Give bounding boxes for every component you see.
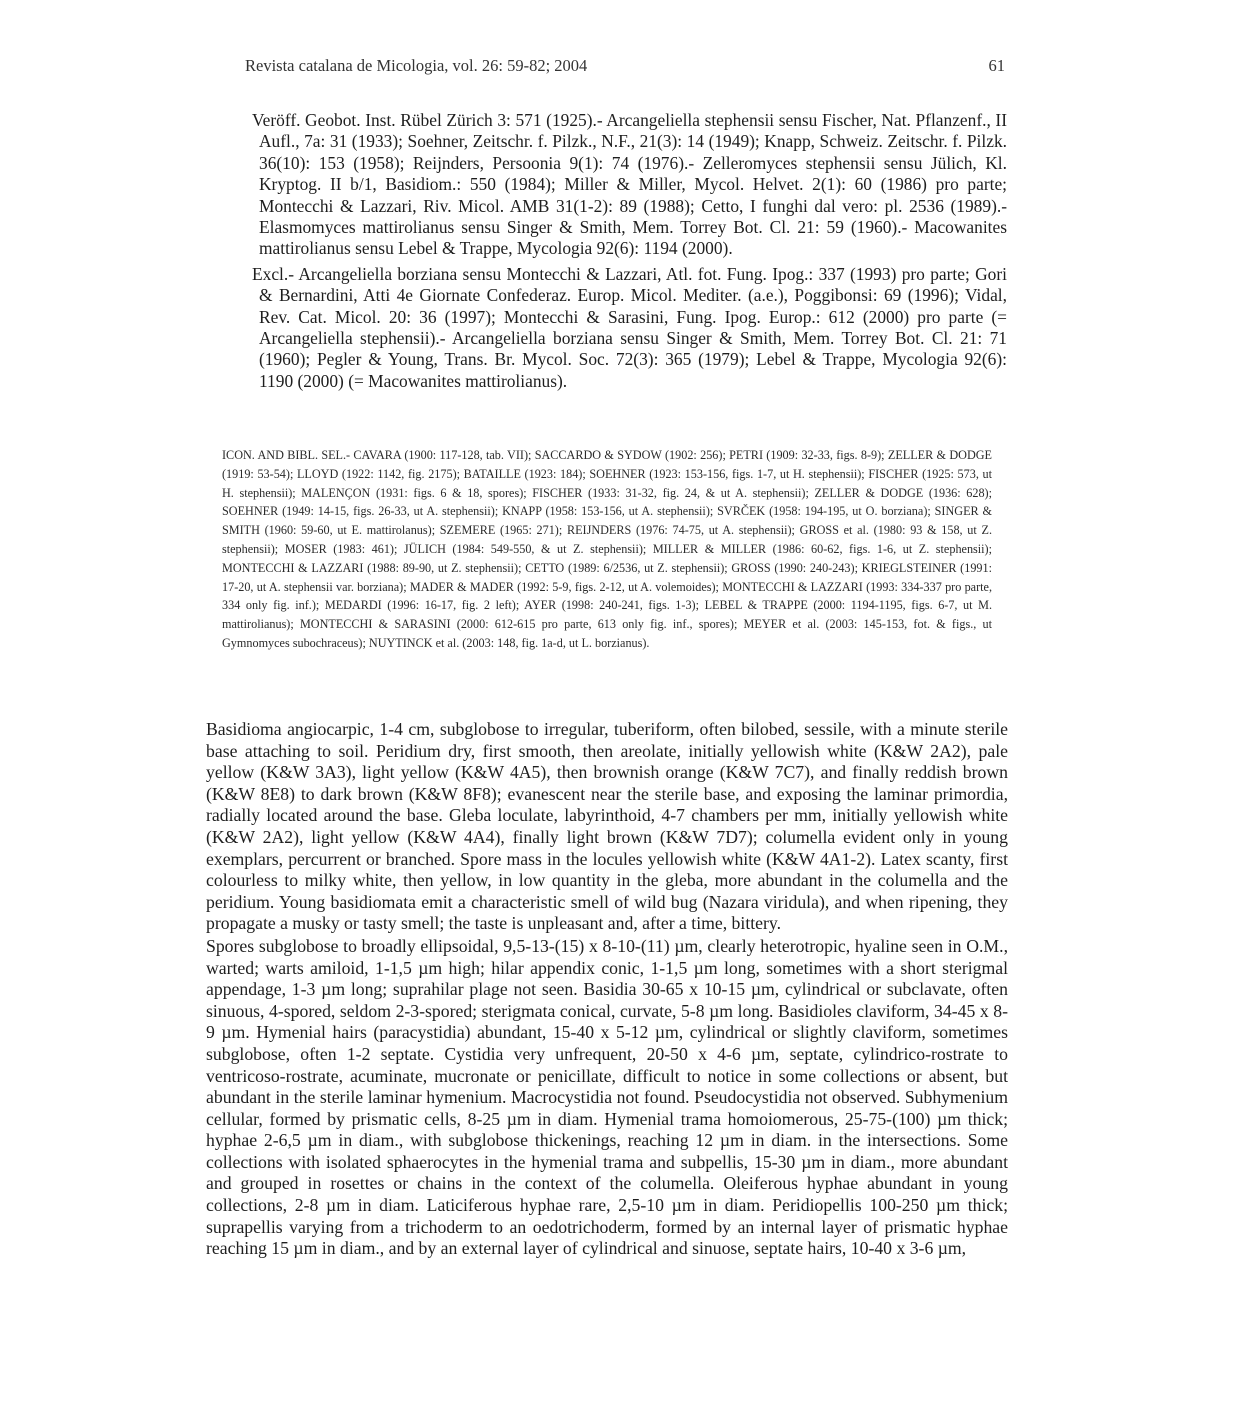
species-description bbox=[206, 719, 1008, 1260]
synonymy-section bbox=[232, 110, 1007, 392]
page-number: 61 bbox=[988, 56, 1005, 75]
synonymy-excluded: Excl.- Arcangeliella borziana sensu Montecchi & Lazzari, Atl. fot. Fung. Ipog.: 337 (1993) pro parte; Gori & Bernardini, Atti 4e Giornate Confederaz. Europ. Micol. Mediter. (a.e.), Poggibonsi: 69 (1996); Vidal, Rev. Cat. Micol. 20: 36 (1997); Montecchi & Sarasini, Fung. Ipog. Europ.: 612 (2000) pro parte (= Arcangeliella stephensii).- Arcangeliella borziana sensu Singer & Smith, Mem. Torrey Bot. Cl. 21: 71 (1960); Pegler & Young, Trans. Br. Mycol. Soc. 72(3): 365 (1979); Lebel & Trappe, Mycologia 92(6): 1190 (2000) (= Macowanites mattirolianus). bbox=[252, 263, 1007, 391]
iconography-bibliography: ICON. AND BIBL. SEL.- CAVARA (1900: 117-128, tab. VII); SACCARDO & SYDOW (1902: 256); PETRI (1909: 32-33, figs. 8-9); ZELLER & DODGE (1919: 53-54); LLOYD (1922: 1142, fig. 2175); BATAILLE (1923: 184); SOEHNER (1923: 153-156, figs. 1-7, ut H. stephensii); FISCHER (1925: 573, ut H. stephensii); MALENÇON (1931: figs. 6 & 18, spores); FISCHER (1933: 31-32, fig. 24, & ut A. stephensii); ZELLER & DODGE (1936: 628); SOEHNER (1949: 14-15, figs. 26-33, ut A. stephensii); KNAPP (1958: 153-156, ut A. stephensii); SVRČEK (1958: 194-195, ut O. borziana); SINGER & SMITH (1960: 59-60, ut E. mattirolanus); SZEMERE (1965: 271); REIJNDERS (1976: 74-75, ut A. stephensii); GROSS et al. (1980: 93 & 158, ut Z. stephensii); MOSER (1983: 461); JÜLICH (1984: 549-550, & ut Z. stephensii); MILLER & MILLER (1986: 60-62, figs. 1-6, ut Z. stephensii); MONTECCHI & LAZZARI (1988: 89-90, ut Z. stephensii); CETTO (1989: 6/2536, ut Z. stephensii); GROSS (1990: 240-243); KRIEGLSTEINER (1991: 17-20, ut A. stephensii var. borziana); MADER & MADER (1992: 5-9, figs. 2-12, ut A. volemoides); MONTECCHI & LAZZARI (1993: 334-337 pro parte, 334 only fig. inf.); MEDARDI (1996: 16-17, fig. 2 left); AYER (1998: 240-241, figs. 1-3); LEBEL & TRAPPE (2000: 1194-1195, figs. 6-7, ut M. mattirolianus); MONTECCHI & SARASINI (2000: 612-615 pro parte, 613 only fig. inf., spores); MEYER et al. (2003: 145-153, fot. & figs., ut Gymnomyces subochraceus); NUYTINCK et al. (2003: 148, fig. 1a-d, ut L. borzianus). bbox=[222, 448, 992, 650]
synonymy-included: Veröff. Geobot. Inst. Rübel Zürich 3: 571 (1925).- Arcangeliella stephensii sensu Fischer, Nat. Pflanzenf., II Aufl., 7a: 31 (1933); Soehner, Zeitschr. f. Pilzk., N.F., 21(3): 14 (1949); Knapp, Schweiz. Zeitschr. f. Pilzk. 36(10): 153 (1958); Reijnders, Persoonia 9(1): 74 (1976).- Zelleromyces stephensii sensu Jülich, Kl. Kryptog. II b/1, Basidiom.: 550 (1984); Miller & Miller, Mycol. Helvet. 2(1): 60 (1986) pro parte; Montecchi & Lazzari, Riv. Micol. AMB 31(1-2): 89 (1988); Cetto, I funghi dal vero: pl. 2536 (1989).- Elasmomyces mattirolianus sensu Singer & Smith, Mem. Torrey Bot. Cl. 21: 59 (1960).- Macowanites mattirolianus sensu Lebel & Trappe, Mycologia 92(6): 1194 (2000). bbox=[252, 110, 1007, 259]
microscopic-description: Spores subglobose to broadly ellipsoidal, 9,5-13-(15) x 8-10-(11) µm, clearly heterotropic, hyaline seen in O.M., warted; warts amiloid, 1-1,5 µm high; hilar appendix conic, 1-1,5 µm long, sometimes with a short sterigmal appendage, 1-3 µm long; suprahilar plage not seen. Basidia 30-65 x 10-15 µm, cylindrical or subclavate, often sinuous, 4-spored, seldom 2-3-spored; sterigmata conical, curvate, 5-8 µm long. Basidioles claviform, 34-45 x 8-9 µm. Hymenial hairs (paracystidia) abundant, 15-40 x 5-12 µm, cylindrical or slightly claviform, sometimes subglobose, often 1-2 septate. Cystidia very unfrequent, 20-50 x 4-6 µm, septate, cylindrico-rostrate to ventricoso-rostrate, acuminate, mucronate or penicillate, difficult to notice in some collections or absent, but abundant in the sterile laminar hymenium. Macrocystidia not found. Pseudocystidia not observed. Subhymenium cellular, formed by prismatic cells, 8-25 µm in diam. Hymenial trama homoiomerous, 25-75-(100) µm thick; hyphae 2-6,5 µm in diam., with subglobose thickenings, reaching 12 µm in diam. in the intersections. Some collections with isolated sphaerocytes in the hymenial trama and subpellis, 15-30 µm in diam., more abundant and grouped in rosettes or chains in the context of the columella. Oleiferous hyphae abundant in young collections, 2-8 µm in diam. Laticiferous hyphae rare, 2,5-10 µm in diam. Peridiopellis 100-250 µm thick; suprapellis varying from a trichoderm to an oedotrichoderm, formed by an internal layer of prismatic hyphae reaching 15 µm in diam., and by an external layer of cylindrical and sinuose, septate hairs, 10-40 x 3-6 µm, bbox=[206, 935, 1008, 1259]
macroscopic-description: Basidioma angiocarpic, 1-4 cm, subglobose to irregular, tuberiform, often bilobed, sessile, with a minute sterile base attaching to soil. Peridium dry, first smooth, then areolate, initially yellowish white (K&W 2A2), pale yellow (K&W 3A3), light yellow (K&W 4A5), then brownish orange (K&W 7C7), and finally reddish brown (K&W 8E8) to dark brown (K&W 8F8); evanescent near the sterile base, and exposing the laminar primordia, radially located around the base. Gleba loculate, labyrinthoid, 4-7 chambers per mm, initially yellowish white (K&W 2A2), light yellow (K&W 4A4), finally light brown (K&W 7D7); columella evident only in young exemplars, percurrent or branched. Spore mass in the locules yellowish white (K&W 4A1-2). Latex scanty, first colourless to milky white, then yellow, in low quantity in the gleba, more abundant in the columella and the peridium. Young basidiomata emit a characteristic smell of wild bug (Nazara viridula), and when ripening, they propagate a musky or tasty smell; the taste is unpleasant and, after a time, bittery. bbox=[206, 719, 1008, 934]
journal-citation: Revista catalana de Micologia, vol. 26: 59-82; 2004 bbox=[245, 56, 588, 75]
